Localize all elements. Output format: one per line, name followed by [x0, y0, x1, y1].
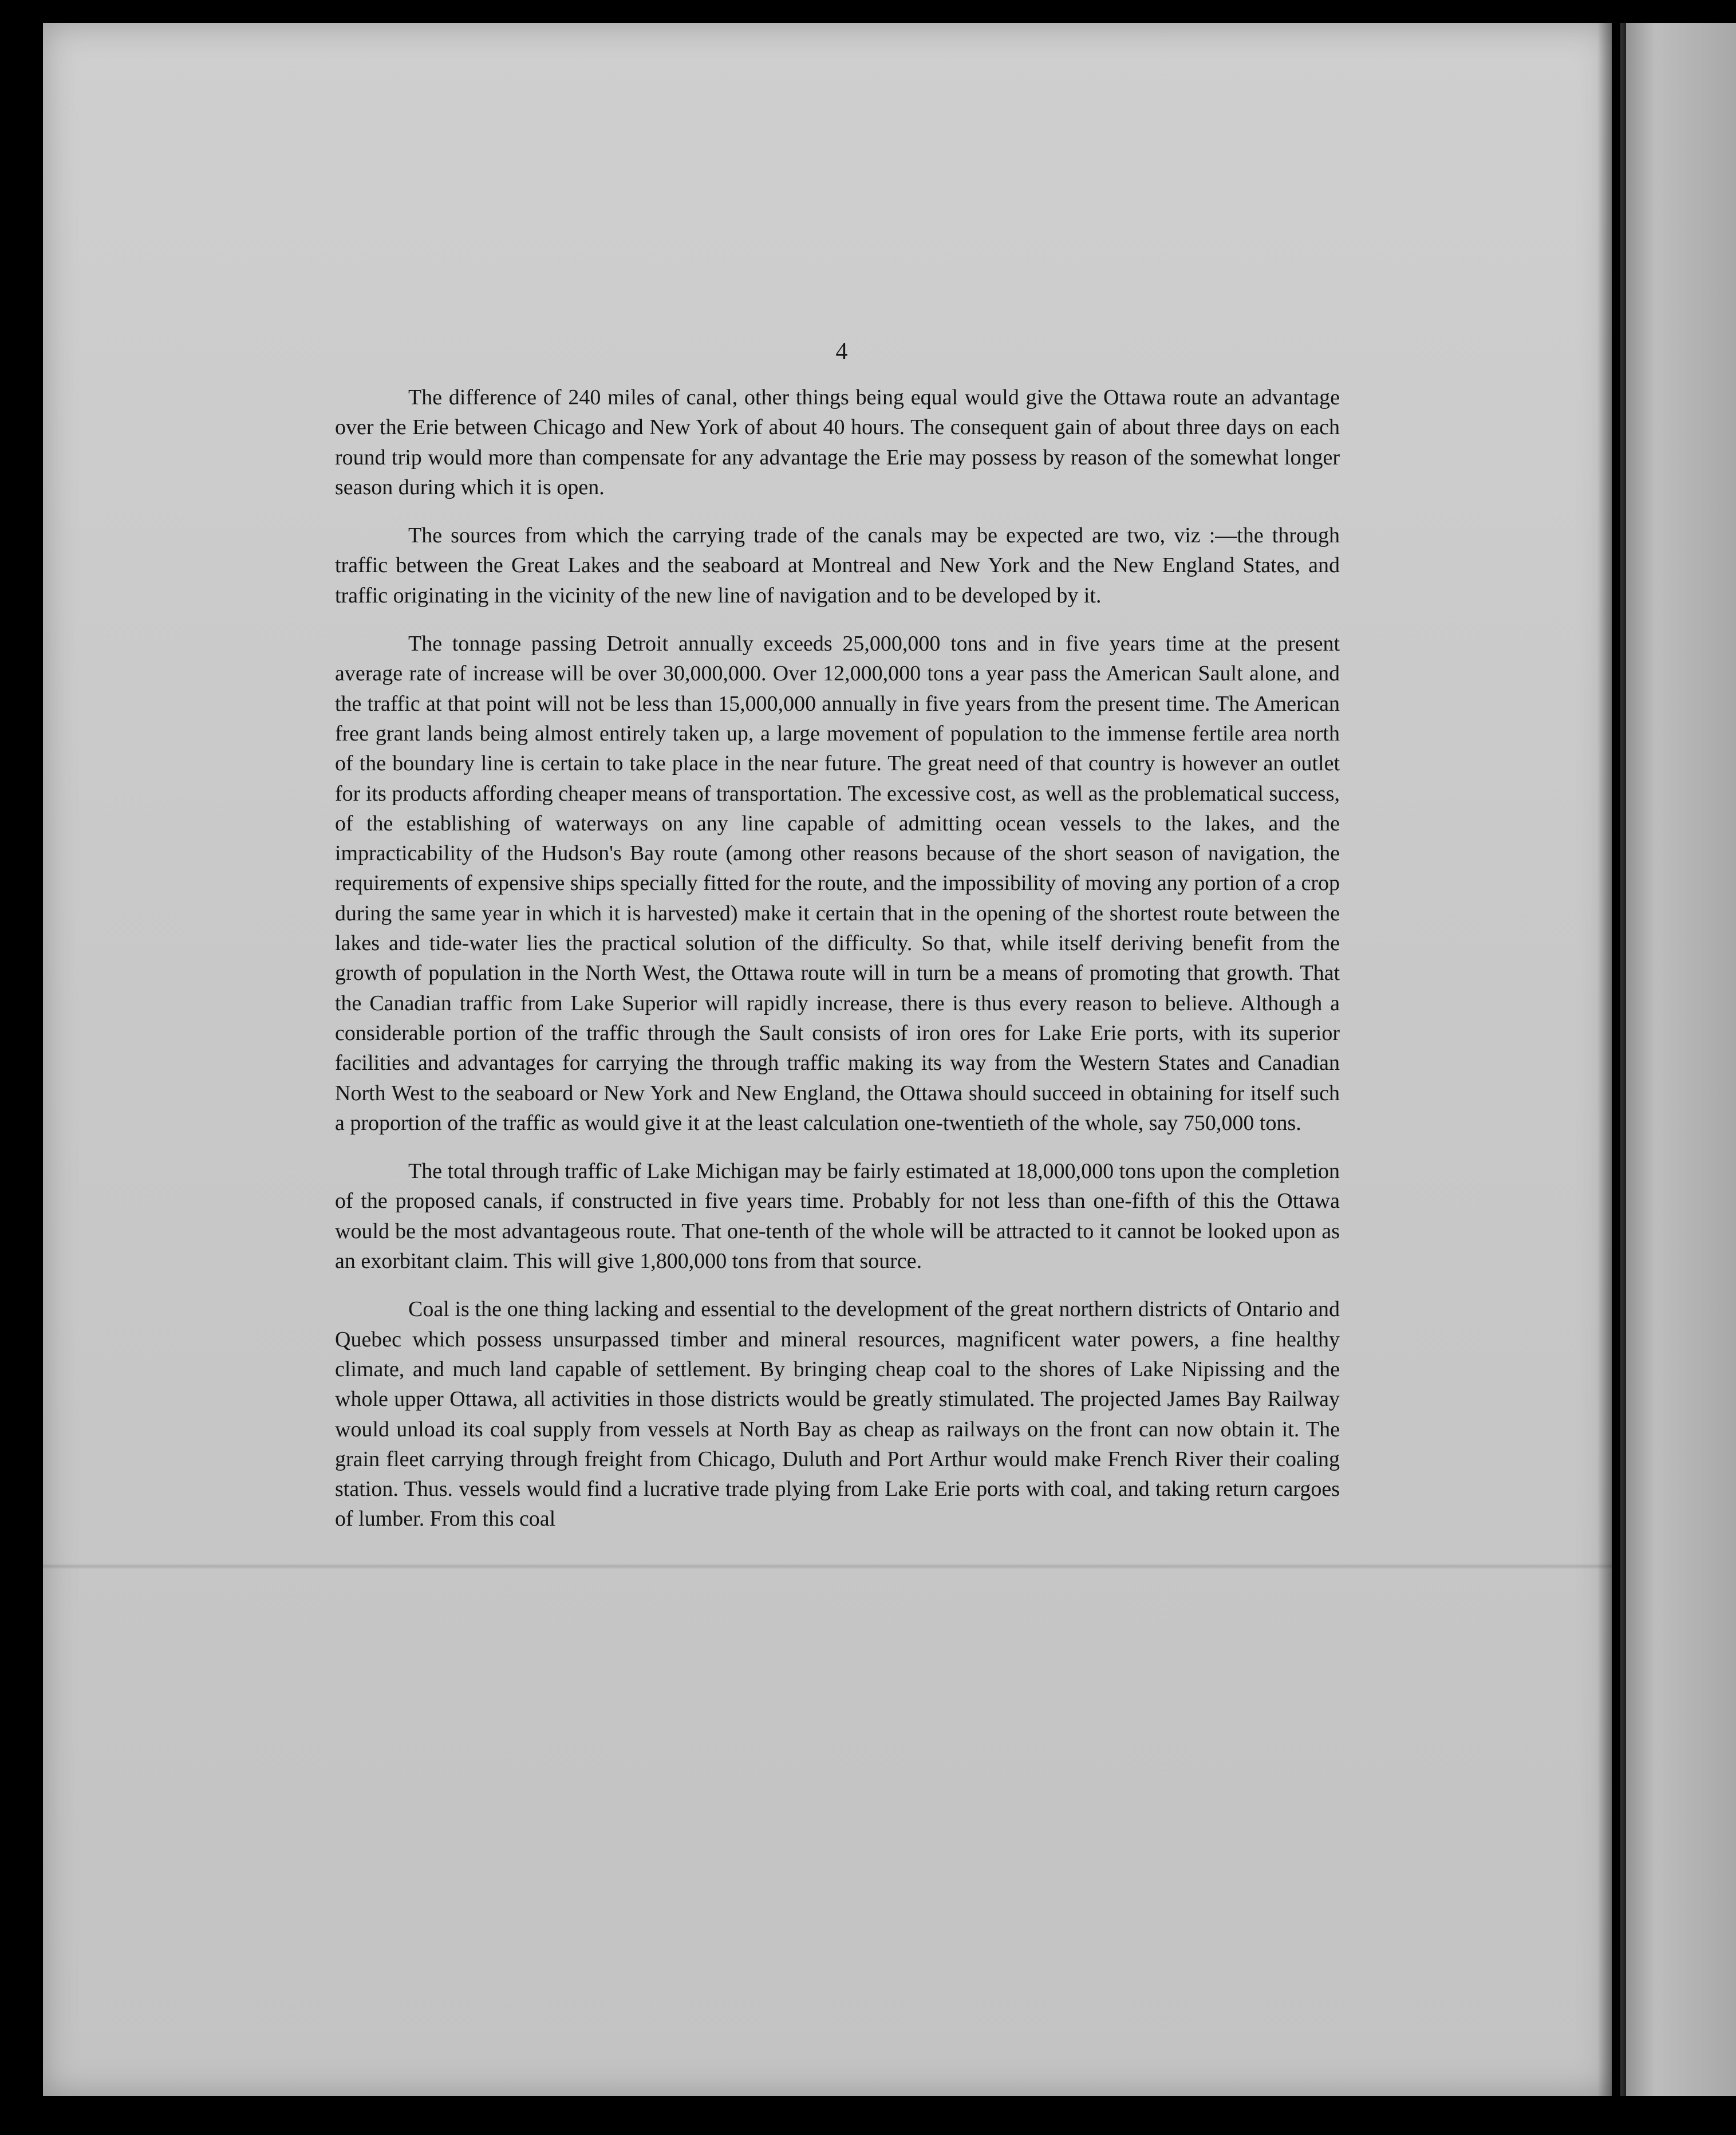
paragraph-lake-michigan: The total through traffic of Lake Michigan may be fairly estimated at 18,000,000 tons upon the completion of the proposed canals, if constructed in five years time. Probably for not less than one-fifth of this the Ottawa would be the most advantageous route. That one-tenth of the whole will be attracted to it cannot be looked upon as an exorbitant claim. This will give 1,800,000 tons from that source. — [335, 1159, 1340, 1274]
body-text — [335, 383, 1340, 1534]
page-number: 4 — [835, 338, 848, 365]
paragraph-tonnage: The tonnage passing Detroit annually exceeds 25,000,000 tons and in five years time at the present average rate of increase will be over 30,000,000. Over 12,000,000 tons a year pass the American Sault alone, and the traffic at that point will not be less than 15,000,000 annually in five years from the present time. The American free grant lands being almost entirely taken up, a large movement of population to the immense fertile area north of the boundary line is certain to take place in the near future. The great need of that country is however an outlet for its products affording cheaper means of transportation. The excessive cost, as well as the problematical success, of the establishing of waterways on any line capable of admitting ocean vessels to the lakes, and the impracticability of the Hudson's Bay route (among other reasons because of the short season of navigation, the requirements of expensive ships specially fitted for the route, and the impossibility of moving any portion of a crop during the same year in which it is harvested) make it certain that in the opening of the shortest route between the lakes and tide-water lies the practical solution of the difficulty. So that, while itself deriving benefit from the growth of population in the North West, the Ottawa route will in turn be a means of promoting that growth. That the Canadian traffic from Lake Superior will rapidly increase, there is thus every reason to believe. Although a considerable portion of the traffic through the Sault consists of iron ores for Lake Erie ports, with its superior facilities and advantages for carrying the through traffic making its way from the Western States and Canadian North West to the seaboard or New York and New England, the Ottawa should succeed in obtaining for itself such a proportion of the traffic as would give it at the least calculation one-twentieth of the whole, say 750,000 tons. — [335, 632, 1340, 1135]
adjacent-page-edge — [1620, 23, 1736, 2096]
page-fold-shadow — [1597, 23, 1626, 2096]
paragraph-coal: Coal is the one thing lacking and essential to the development of the great northern districts of Ontario and Quebec which possess unsurpassed timber and mineral resources, magnificent water powers, a fine healthy climate, and much land capable of settlement. By bringing cheap coal to the shores of Lake Nipissing and the whole upper Ottawa, all activities in those districts would be greatly stimulated. The projected James Bay Railway would unload its coal supply from vessels at North Bay as cheap as railways on the front can now obtain it. The grain fleet carrying through freight from Chicago, Duluth and Port Arthur would make French River their coaling station. Thus. vessels would find a lucrative trade plying from Lake Erie ports with coal, and taking return cargoes of lumber. From this coal — [335, 1297, 1340, 1531]
page-crease — [43, 1563, 1612, 1569]
paragraph-canal-distance: The difference of 240 miles of canal, other things being equal would give the Ottawa route an advantage over the Erie between Chicago and New York of about 40 hours. The consequent gain of about three days on each round trip would more than compensate for any advantage the Erie may possess by reason of the somewhat longer season during which it is open. — [335, 385, 1340, 499]
paragraph-trade-sources: The sources from which the carrying trade of the canals may be expected are two, viz :—the through traffic between the Great Lakes and the seaboard at Montreal and New York and the New England States, and traffic originating in the vicinity of the new line of navigation and to be developed by it. — [335, 523, 1340, 608]
